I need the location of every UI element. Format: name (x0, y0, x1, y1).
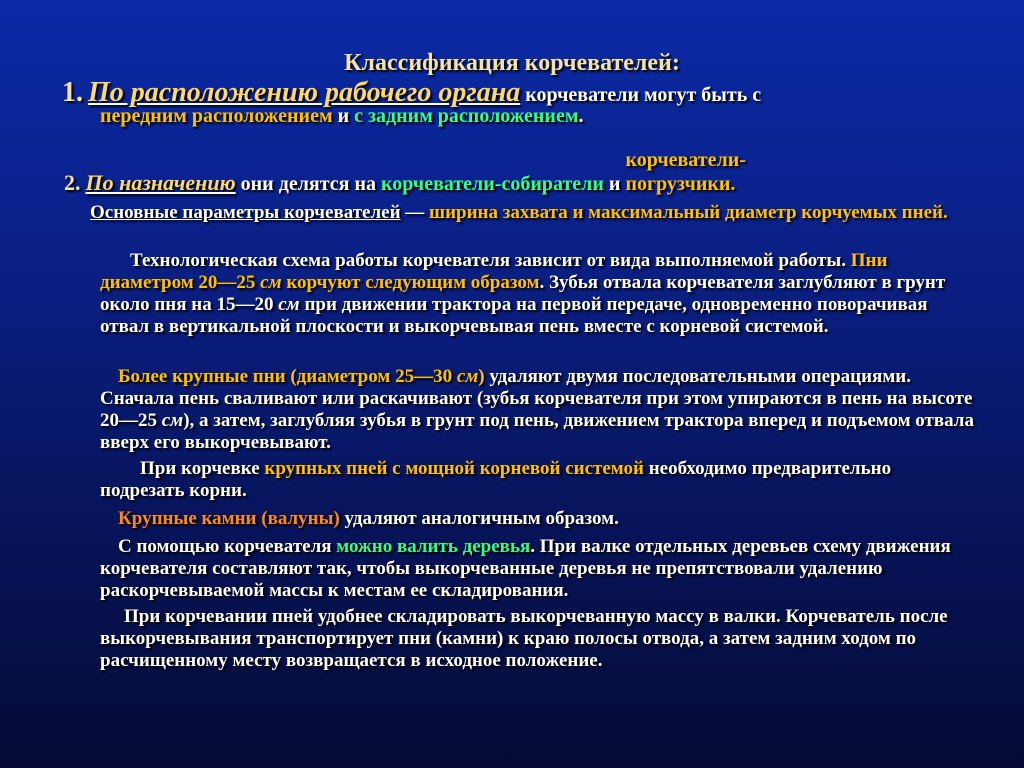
p1-highlight-unit: см (260, 272, 282, 293)
item-2-loaders: корчеватели-погрузчики. (625, 149, 746, 195)
p5-highlight: можно валить деревья (336, 536, 531, 557)
params-paragraph (90, 202, 970, 224)
paragraph-3 (100, 458, 980, 502)
item-2-number: 2. (64, 170, 81, 195)
item-1 (62, 77, 962, 127)
p5-text-b: . При валке отдельных деревьев схему движения корчевателя составляют так, чтобы выкорчеванные деревья не препятствовали удалению раскорчевываемой массы к местам ее складирования. (100, 536, 951, 601)
p2-text-b: ), а затем, заглубляя зубья в грунт под пень, движением трактора вперед и подъемом отвала вверх его выкорчевывают. (100, 410, 974, 453)
item-2-collectors: корчеватели-собиратели (381, 173, 604, 195)
p2-highlight: Более крупные пни (диаметром 25—30 (118, 366, 457, 387)
p5-text-a: С помощью корчевателя (118, 536, 337, 557)
p6-text: При корчевании пней удобнее складировать выкорчеванную массу в валки. Корчеватель после выкорчевывания транспортирует пни (камни) к краю полосы отвода, а затем задним ходом по расчищенному месту возвращается в исходное положение. (100, 606, 948, 671)
paragraph-6 (100, 606, 980, 672)
item-1-text-b: и (332, 105, 355, 127)
item-1-text-c: . (578, 105, 584, 127)
p1-text-a: Технологическая схема работы корчевателя зависит от вида выполняемой работы. (130, 250, 851, 271)
p2-highlight-end: ) (478, 366, 485, 387)
p3-text-a: При корчевке (140, 458, 265, 479)
item-1-rear: с задним расположением (354, 105, 579, 127)
p2-text-a: удаляют двумя последовательными операциями. Сначала пень сваливают или раскачивают (зубья корчевателя при этом упираются в пень на высоте 20—25 (100, 366, 973, 431)
item-2-heading: По назначению (85, 170, 236, 195)
paragraph-2 (100, 366, 980, 454)
item-1-text-a: корчеватели могут быть с (520, 84, 762, 106)
slide-title: Классификация корчевателей: (344, 50, 680, 76)
p2-unit: см (161, 410, 184, 431)
paragraph-4 (100, 508, 980, 530)
item-1-front: передним расположением (100, 105, 333, 127)
params-label: Основные параметры корчевателей (90, 202, 401, 223)
p4-highlight: Крупные камни (валуны) (118, 508, 340, 529)
item-2-text-b: и (603, 173, 626, 195)
params-text: ширина захвата и максимальный диаметр корчуемых пней. (429, 202, 948, 223)
item-1-heading: По расположению рабочего органа (88, 77, 521, 108)
p2-highlight-unit: см (456, 366, 479, 387)
item-2-text-a: они делятся на (235, 173, 382, 195)
p1-highlight-b: корчуют следующим образом (281, 272, 540, 293)
p1-text-c: при движении трактора на первой передаче, одновременно поворачивая отвал в вертикальной плоскости и выкорчевывая пень вместе с корневой системой. (100, 294, 928, 337)
p3-text-b: необходимо предварительно подрезать корни. (100, 458, 892, 501)
item-1-number: 1. (62, 77, 83, 108)
p1-unit: см (278, 294, 300, 315)
p3-highlight: крупных пней с мощной корневой системой (264, 458, 644, 479)
paragraph-5 (100, 536, 980, 602)
p1-highlight: Пни диаметром 20—25 (100, 250, 888, 293)
item-2 (64, 148, 964, 196)
p4-text: удаляют аналогичным образом. (339, 508, 619, 529)
params-dash: — (400, 202, 430, 223)
paragraph-1 (100, 250, 980, 338)
p1-text-b: . Зубья отвала корчевателя заглубляют в грунт около пня на 15—20 (100, 272, 946, 315)
